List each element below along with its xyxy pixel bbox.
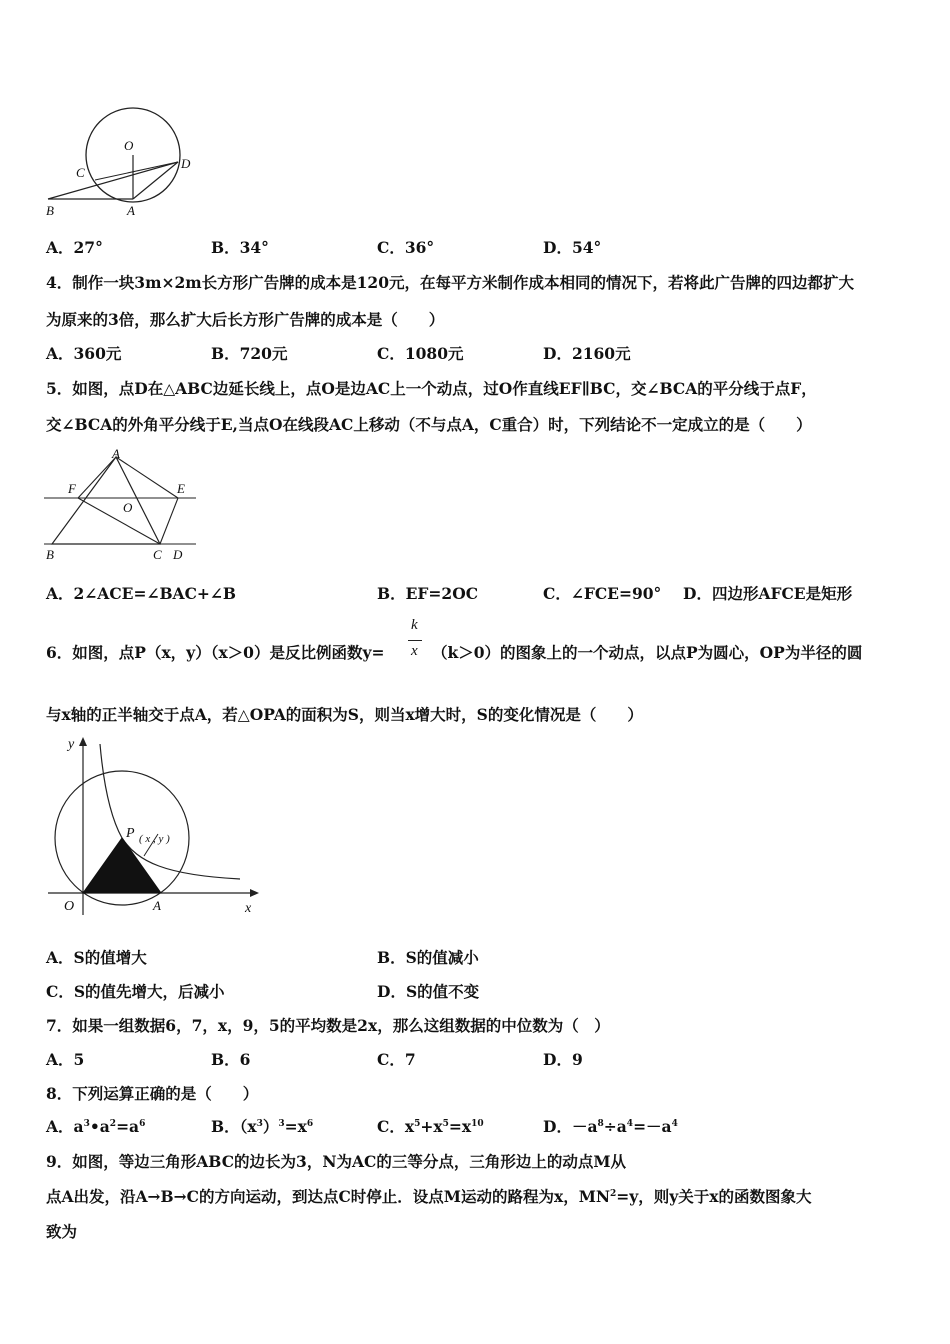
q8-c-base: C．x bbox=[377, 1117, 415, 1136]
q8-stem: 8．下列运算正确的是（ ） bbox=[46, 1084, 259, 1103]
q6-figure bbox=[40, 730, 270, 925]
q6-option-d: D．S的值不变 bbox=[377, 982, 480, 1001]
q8-d-exp2: 4 bbox=[626, 1119, 634, 1129]
q3-figure bbox=[40, 100, 210, 225]
q6-label-coord: ( x , y ) bbox=[139, 833, 170, 845]
q3-label-a: A bbox=[127, 203, 135, 218]
q8-a-base: A．a bbox=[46, 1117, 84, 1136]
q6-option-c: C．S的值先增大，后减小 bbox=[46, 982, 225, 1001]
q8-c-eq: =x bbox=[448, 1117, 472, 1136]
q5-option-c: C．∠FCE=90° bbox=[543, 584, 662, 603]
q5-option-a: A．2∠ACE=∠BAC+∠B bbox=[46, 584, 236, 603]
q5-option-b: B．EF=2OC bbox=[377, 584, 479, 603]
q8-d-mid: ÷a bbox=[603, 1117, 627, 1136]
q6-label-a: A bbox=[153, 898, 161, 913]
q3-label-b: B bbox=[46, 203, 54, 218]
q9-line2-part2: =y，则y关于x的函数图象大 bbox=[616, 1187, 812, 1206]
q3-option-c: C．36° bbox=[377, 238, 435, 257]
q4-option-a: A．360元 bbox=[46, 344, 122, 363]
q7-option-a: A．5 bbox=[46, 1050, 85, 1069]
q4-option-b: B．720元 bbox=[211, 344, 288, 363]
q9-stem-line3: 致为 bbox=[46, 1222, 78, 1241]
q8-b-exp3: 6 bbox=[306, 1119, 314, 1129]
q3-label-c: C bbox=[76, 165, 85, 180]
q5-stem-line1: 5．如图，点D在△ABC边延长线上，点O是边AC上一个动点，过O作直线EF∥BC，交∠BCA的平分线于点F， bbox=[46, 379, 817, 398]
q5-stem-line2: 交∠BCA的外角平分线于E,当点O在线段AC上移动（不与点A，C重合）时，下列结论不一定成立的是（ ） bbox=[46, 415, 812, 434]
q8-b-exp2: 3 bbox=[278, 1119, 285, 1129]
q3-option-a: A．27° bbox=[46, 238, 103, 257]
q4-stem-line2: 为原来的3倍，那么扩大后长方形广告牌的成本是（ ） bbox=[46, 310, 445, 329]
q6-stem-line1-part1: 6．如图，点P（x，y）（x＞0）是反比例函数y= bbox=[46, 643, 385, 662]
q5-option-d: D．四边形AFCE是矩形 bbox=[683, 584, 853, 603]
q6-option-a: A．S的值增大 bbox=[46, 948, 147, 967]
q6-stem-line2: 与x轴的正半轴交于点A，若△OPA的面积为S，则当x增大时，S的变化情况是（ ） bbox=[46, 705, 643, 724]
q5-figure bbox=[40, 445, 200, 567]
q5-triangle-abc bbox=[52, 457, 160, 544]
q5-line-ae bbox=[116, 457, 178, 498]
q8-option-c bbox=[377, 1115, 484, 1137]
q7-stem: 7．如果一组数据6，7，x，9，5的平均数是2x，那么这组数据的中位数为（ ） bbox=[46, 1016, 610, 1035]
q7-option-b: B．6 bbox=[211, 1050, 251, 1069]
q5-label-c: C bbox=[153, 547, 162, 562]
q6-triangle-opa bbox=[83, 838, 161, 893]
q6-y-arrow bbox=[79, 737, 87, 746]
q8-d-eq: =－a bbox=[633, 1117, 672, 1136]
q9-stem-line1: 9．如图，等边三角形ABC的边长为3，N为AC的三等分点，三角形边上的动点M从 bbox=[46, 1152, 627, 1171]
q6-fraction-bar bbox=[408, 640, 422, 641]
q8-a-mid: •a bbox=[89, 1117, 110, 1136]
q8-d-exp1: 8 bbox=[597, 1119, 604, 1129]
q9-line2-exponent: 2 bbox=[610, 1189, 617, 1199]
q9-stem-line2 bbox=[46, 1185, 812, 1207]
q5-label-o: O bbox=[123, 500, 133, 515]
q8-c-exp2: 5 bbox=[442, 1119, 449, 1129]
q4-option-d: D．2160元 bbox=[543, 344, 631, 363]
q8-a-exp1: 3 bbox=[83, 1119, 90, 1129]
q7-option-d: D．9 bbox=[543, 1050, 583, 1069]
q4-option-c: C．1080元 bbox=[377, 344, 464, 363]
q5-label-d: D bbox=[173, 547, 183, 562]
q3-line-ad bbox=[133, 162, 178, 199]
q3-label-d: D bbox=[181, 156, 191, 171]
q8-b-base: B．（x bbox=[211, 1117, 257, 1136]
q6-label-p: P bbox=[126, 826, 135, 841]
q3-option-b: B．34° bbox=[211, 238, 269, 257]
q4-stem-line1: 4．制作一块3m×2m长方形广告牌的成本是120元，在每平方米制作成本相同的情况下，若将此广告牌的四边都扩大 bbox=[46, 273, 855, 292]
q8-a-exp2: 2 bbox=[109, 1119, 117, 1129]
q8-c-exp3: 10 bbox=[471, 1119, 484, 1129]
q8-option-d bbox=[543, 1115, 678, 1137]
q6-fraction-denominator: x bbox=[411, 643, 418, 659]
q5-label-a: A bbox=[112, 446, 120, 461]
q8-a-eq: =a bbox=[116, 1117, 140, 1136]
q5-label-e: E bbox=[177, 481, 185, 496]
q5-label-f: F bbox=[68, 481, 76, 496]
q3-label-o: O bbox=[124, 138, 134, 153]
q8-c-exp1: 5 bbox=[414, 1119, 421, 1129]
q9-line2-part1: 点A出发，沿A→B→C的方向运动，到达点C时停止．设点M运动的路程为x，MN bbox=[46, 1187, 611, 1206]
q6-option-b: B．S的值减小 bbox=[377, 948, 479, 967]
q8-option-b bbox=[211, 1115, 313, 1137]
q3-line-bd bbox=[48, 162, 178, 199]
q6-fraction-numerator: k bbox=[411, 617, 418, 633]
q8-b-exp1: 3 bbox=[256, 1119, 263, 1129]
q6-label-x: x bbox=[245, 901, 252, 916]
q5-line-af bbox=[78, 457, 116, 498]
q6-label-o: O bbox=[64, 899, 75, 914]
q3-line-cd bbox=[95, 162, 178, 180]
q3-option-d: D．54° bbox=[543, 238, 602, 257]
q6-stem-line1-part2: （k＞0）的图象上的一个动点，以点P为圆心，OP为半径的圆 bbox=[432, 643, 863, 662]
q6-x-arrow bbox=[250, 889, 259, 897]
q5-label-b: B bbox=[46, 547, 54, 562]
q8-a-exp3: 6 bbox=[139, 1119, 146, 1129]
q7-option-c: C．7 bbox=[377, 1050, 416, 1069]
q8-d-exp3: 4 bbox=[671, 1119, 678, 1129]
q8-b-mid: ） bbox=[262, 1117, 279, 1136]
q8-b-eq: =x bbox=[284, 1117, 307, 1136]
q8-c-mid: +x bbox=[420, 1117, 443, 1136]
q6-label-y: y bbox=[68, 737, 75, 752]
q5-line-ce bbox=[160, 498, 178, 544]
q8-option-a bbox=[46, 1115, 145, 1137]
q8-d-base: D．－a bbox=[543, 1117, 598, 1136]
